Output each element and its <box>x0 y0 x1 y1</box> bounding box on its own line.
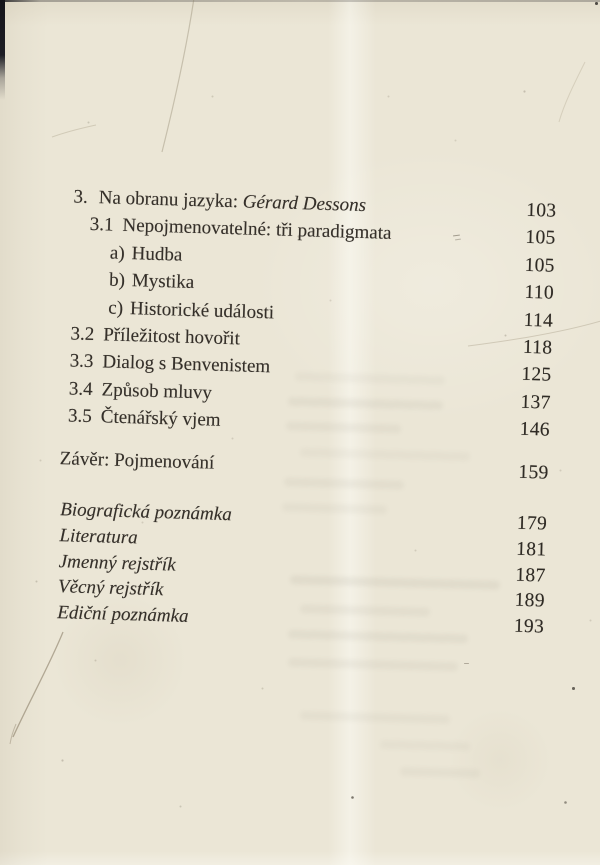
toc-entry-page-number: 118 <box>522 336 553 359</box>
toc-entry-page-number: 105 <box>525 227 556 250</box>
bleedthrough-artifact <box>300 711 450 724</box>
toc-entry-text: Biografická poznámka <box>60 499 233 526</box>
toc-entry-title <box>59 445 214 477</box>
toc-entry-text: Nepojmenovatelné: tři paradigmata <box>122 215 392 245</box>
scan-edge-shadow-left <box>0 0 5 100</box>
toc-entry-page-number: 137 <box>520 391 552 414</box>
toc-entry-page-number: 181 <box>515 538 547 561</box>
toc-entry-title <box>57 600 189 630</box>
toc-entry-text: Dialog s Benvenistem <box>102 351 271 378</box>
toc-entry-title <box>58 574 164 603</box>
toc-entry-page-number: 193 <box>513 615 545 638</box>
toc-entry-page-number: 125 <box>521 364 552 387</box>
toc-entry-page-number: 105 <box>524 254 556 277</box>
toc-entry-number-label: a) <box>109 242 126 264</box>
toc-entry-title <box>110 239 183 269</box>
toc-entry-number-label: 3.5 <box>67 405 93 428</box>
bleedthrough-artifact <box>380 740 470 751</box>
paper-mark <box>464 663 469 664</box>
toc-chapter-3-group <box>53 183 557 444</box>
toc-entry-text: Mystika <box>131 270 195 294</box>
toc-entry-title <box>59 523 138 551</box>
toc-entry-number-label: 3.2 <box>70 323 95 346</box>
toc-entry-number-label: 3.4 <box>68 378 93 400</box>
toc-entry-text: Způsob mluvy <box>101 379 213 404</box>
bleedthrough-artifact <box>400 767 480 778</box>
table-of-contents <box>47 183 557 640</box>
toc-entry-number-label: 3.1 <box>89 214 114 236</box>
toc-entry-page-number: 103 <box>525 199 557 222</box>
toc-entry-text: Literatura <box>59 524 138 549</box>
toc-entry-text: Závěr: Pojmenování <box>59 447 215 474</box>
toc-entry-text: Ediční poznámka <box>56 602 189 628</box>
toc-conclusion-group <box>51 444 549 486</box>
toc-entry-page-number: 187 <box>515 564 546 587</box>
toc-entry-title <box>68 375 212 407</box>
toc-entry-page-number: 146 <box>519 418 551 441</box>
toc-entry-number-label: 3. <box>73 186 89 208</box>
toc-entry-page-number: 159 <box>518 461 549 484</box>
toc-entry-text: Příležitost hovořit <box>102 324 241 350</box>
toc-entry-page-number: 179 <box>516 512 548 535</box>
toc-entry-number-label: c) <box>108 297 124 319</box>
toc-entry-text: Čtenářský vjem <box>100 406 221 431</box>
toc-entry-title <box>109 267 195 297</box>
toc-entry-text: Hudba <box>131 242 183 266</box>
bleedthrough-artifact <box>288 658 458 671</box>
toc-entry-number-label: b) <box>108 269 126 292</box>
toc-entry-page-number: 110 <box>524 282 555 304</box>
toc-entry <box>51 444 549 486</box>
toc-entry-title <box>58 549 176 578</box>
scan-edge-shadow-top <box>0 0 600 2</box>
paper-speckles <box>0 0 1 1</box>
toc-entry-text: Historické události <box>129 297 275 323</box>
toc-entry-page-number: 189 <box>514 589 546 612</box>
toc-entry-italic-text: Gérard Dessons <box>242 191 367 217</box>
toc-entry-page-number: 114 <box>523 309 554 332</box>
toc-entry-text: Jmenný rejstřík <box>58 550 176 576</box>
toc-back-matter-group <box>47 497 548 641</box>
toc-entry-number-label: 3.3 <box>69 350 94 373</box>
toc-entry-text: Věcný rejstřík <box>57 576 164 601</box>
toc-entry-text: Na obranu jazyka: <box>98 187 244 213</box>
toc-entry-title <box>68 402 221 434</box>
